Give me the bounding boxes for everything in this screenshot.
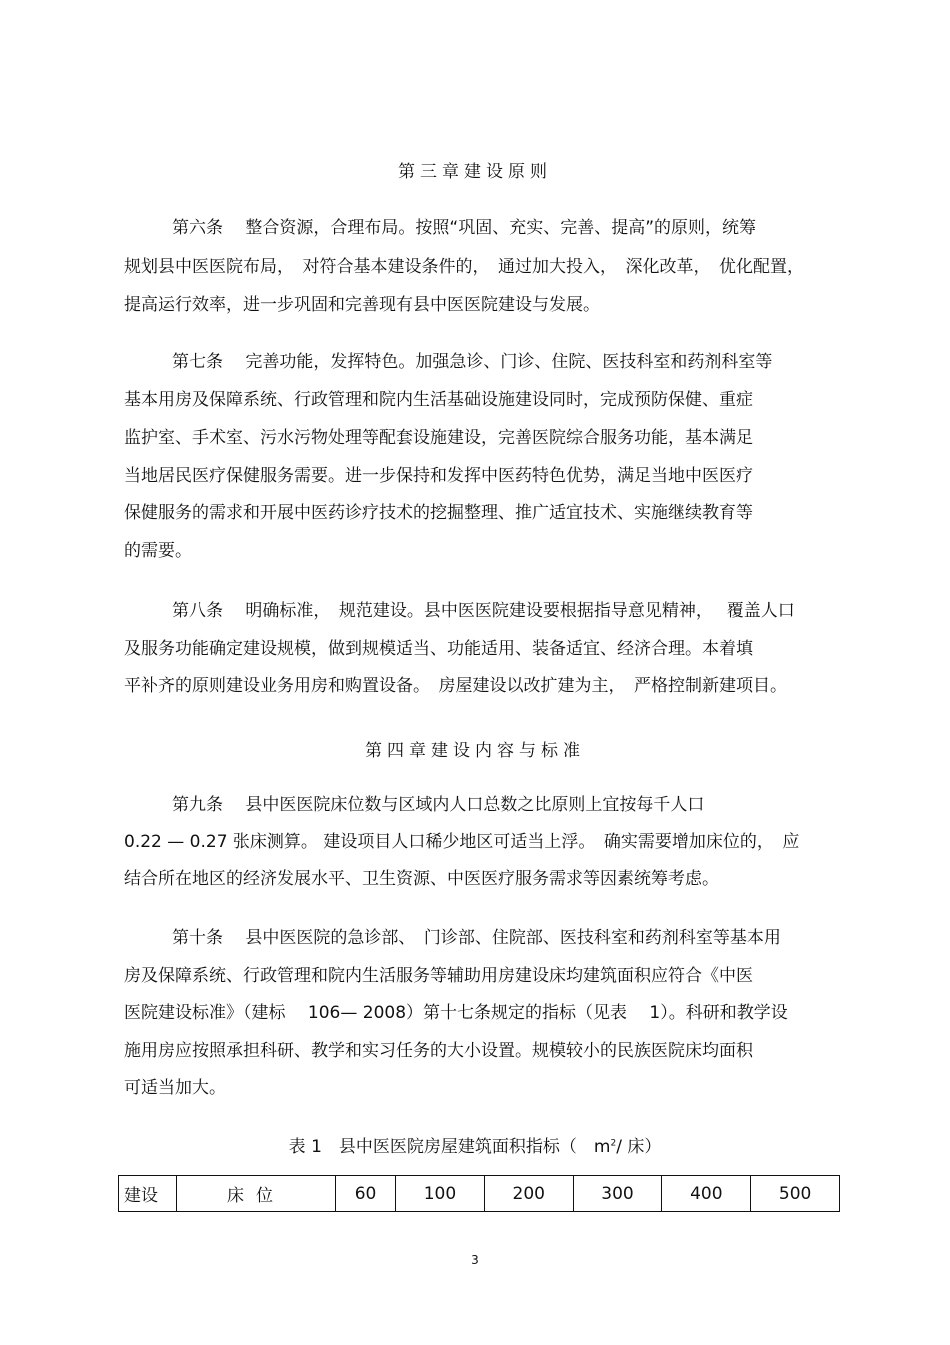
article-10-line-4: 施用房应按照承担科研、教学和实习任务的大小设置。规模较小的民族医院床均面积 — [124, 1041, 753, 1061]
table-1-caption-main: 表 1 县中医医院房屋建筑面积指标（ m — [288, 1137, 611, 1157]
chapter-4-heading: 第四章建设内容与标准 — [365, 741, 585, 761]
table-1-caption-tail: / 床） — [616, 1137, 662, 1157]
table-1 — [118, 1175, 840, 1212]
article-9-line-1: 第九条 县中医医院床位数与区域内人口总数之比原则上宜按每千人口 — [172, 795, 705, 815]
article-6-line-1: 第六条 整合资源，合理布局。按照“巩固、充实、完善、提高”的原则，统筹 — [172, 218, 757, 238]
article-6-line-2: 规划县中医医院布局， 对符合基本建设条件的， 通过加大投入， 深化改革， 优化配置， — [124, 257, 804, 277]
chapter-3-heading: 第三章建设原则 — [398, 162, 552, 182]
table-cell: 300 — [573, 1176, 662, 1212]
article-10-line-1: 第十条 县中医医院的急诊部、 门诊部、住院部、医技科室和药剂科室等基本用 — [172, 928, 781, 948]
table-cell: 建设 — [119, 1176, 177, 1212]
article-7-line-2: 基本用房及保障系统、行政管理和院内生活基础设施建设同时，完成预防保健、重症 — [124, 390, 753, 410]
table-cell: 60 — [336, 1176, 396, 1212]
article-9-line-3: 结合所在地区的经济发展水平、卫生资源、中医医疗服务需求等因素统筹考虑。 — [124, 869, 719, 889]
article-8-line-3: 平补齐的原则建设业务用房和购置设备。 房屋建设以改扩建为主， 严格控制新建项目。 — [124, 676, 787, 696]
table-row — [119, 1176, 840, 1212]
article-8-line-2: 及服务功能确定建设规模，做到规模适当、功能适用、装备适宜、经济合理。本着填 — [124, 639, 753, 659]
article-7-line-1: 第七条 完善功能，发挥特色。加强急诊、门诊、住院、医技科室和药剂科室等 — [172, 352, 773, 372]
article-7-line-3: 监护室、手术室、污水污物处理等配套设施建设，完善医院综合服务功能，基本满足 — [124, 428, 753, 448]
table-1-caption — [0, 1132, 950, 1157]
table-cell: 200 — [484, 1176, 573, 1212]
article-10-line-3: 医院建设标准》（建标 106— 2008）第十七条规定的指标（见表 1）。科研和教学设 — [124, 1003, 788, 1023]
article-6-line-3: 提高运行效率，进一步巩固和完善现有县中医医院建设与发展。 — [124, 295, 600, 315]
article-7-line-4: 当地居民医疗保健服务需要。进一步保持和发挥中医药特色优势，满足当地中医医疗 — [124, 466, 753, 486]
article-10-line-2: 房及保障系统、行政管理和院内生活服务等辅助用房建设床均建筑面积应符合《中医 — [124, 966, 753, 986]
table-cell: 400 — [662, 1176, 751, 1212]
table-1-caption-superscript: 2 — [610, 1138, 617, 1149]
table-cell: 床位 — [177, 1176, 336, 1212]
article-7-line-6: 的需要。 — [124, 541, 192, 561]
article-10-line-5: 可适当加大。 — [124, 1078, 226, 1098]
table-cell: 100 — [396, 1176, 485, 1212]
article-9-line-2: 0.22 — 0.27 张床测算。 建设项目人口稀少地区可适当上浮。 确实需要增加床位的， 应 — [124, 832, 800, 852]
table-cell: 500 — [751, 1176, 840, 1212]
article-7-line-5: 保健服务的需求和开展中医药诊疗技术的挖掘整理、推广适宜技术、实施继续教育等 — [124, 503, 753, 523]
article-8-line-1: 第八条 明确标准， 规范建设。县中医医院建设要根据指导意见精神， 覆盖人口 — [172, 601, 795, 621]
page-number: 3 — [471, 1253, 479, 1267]
